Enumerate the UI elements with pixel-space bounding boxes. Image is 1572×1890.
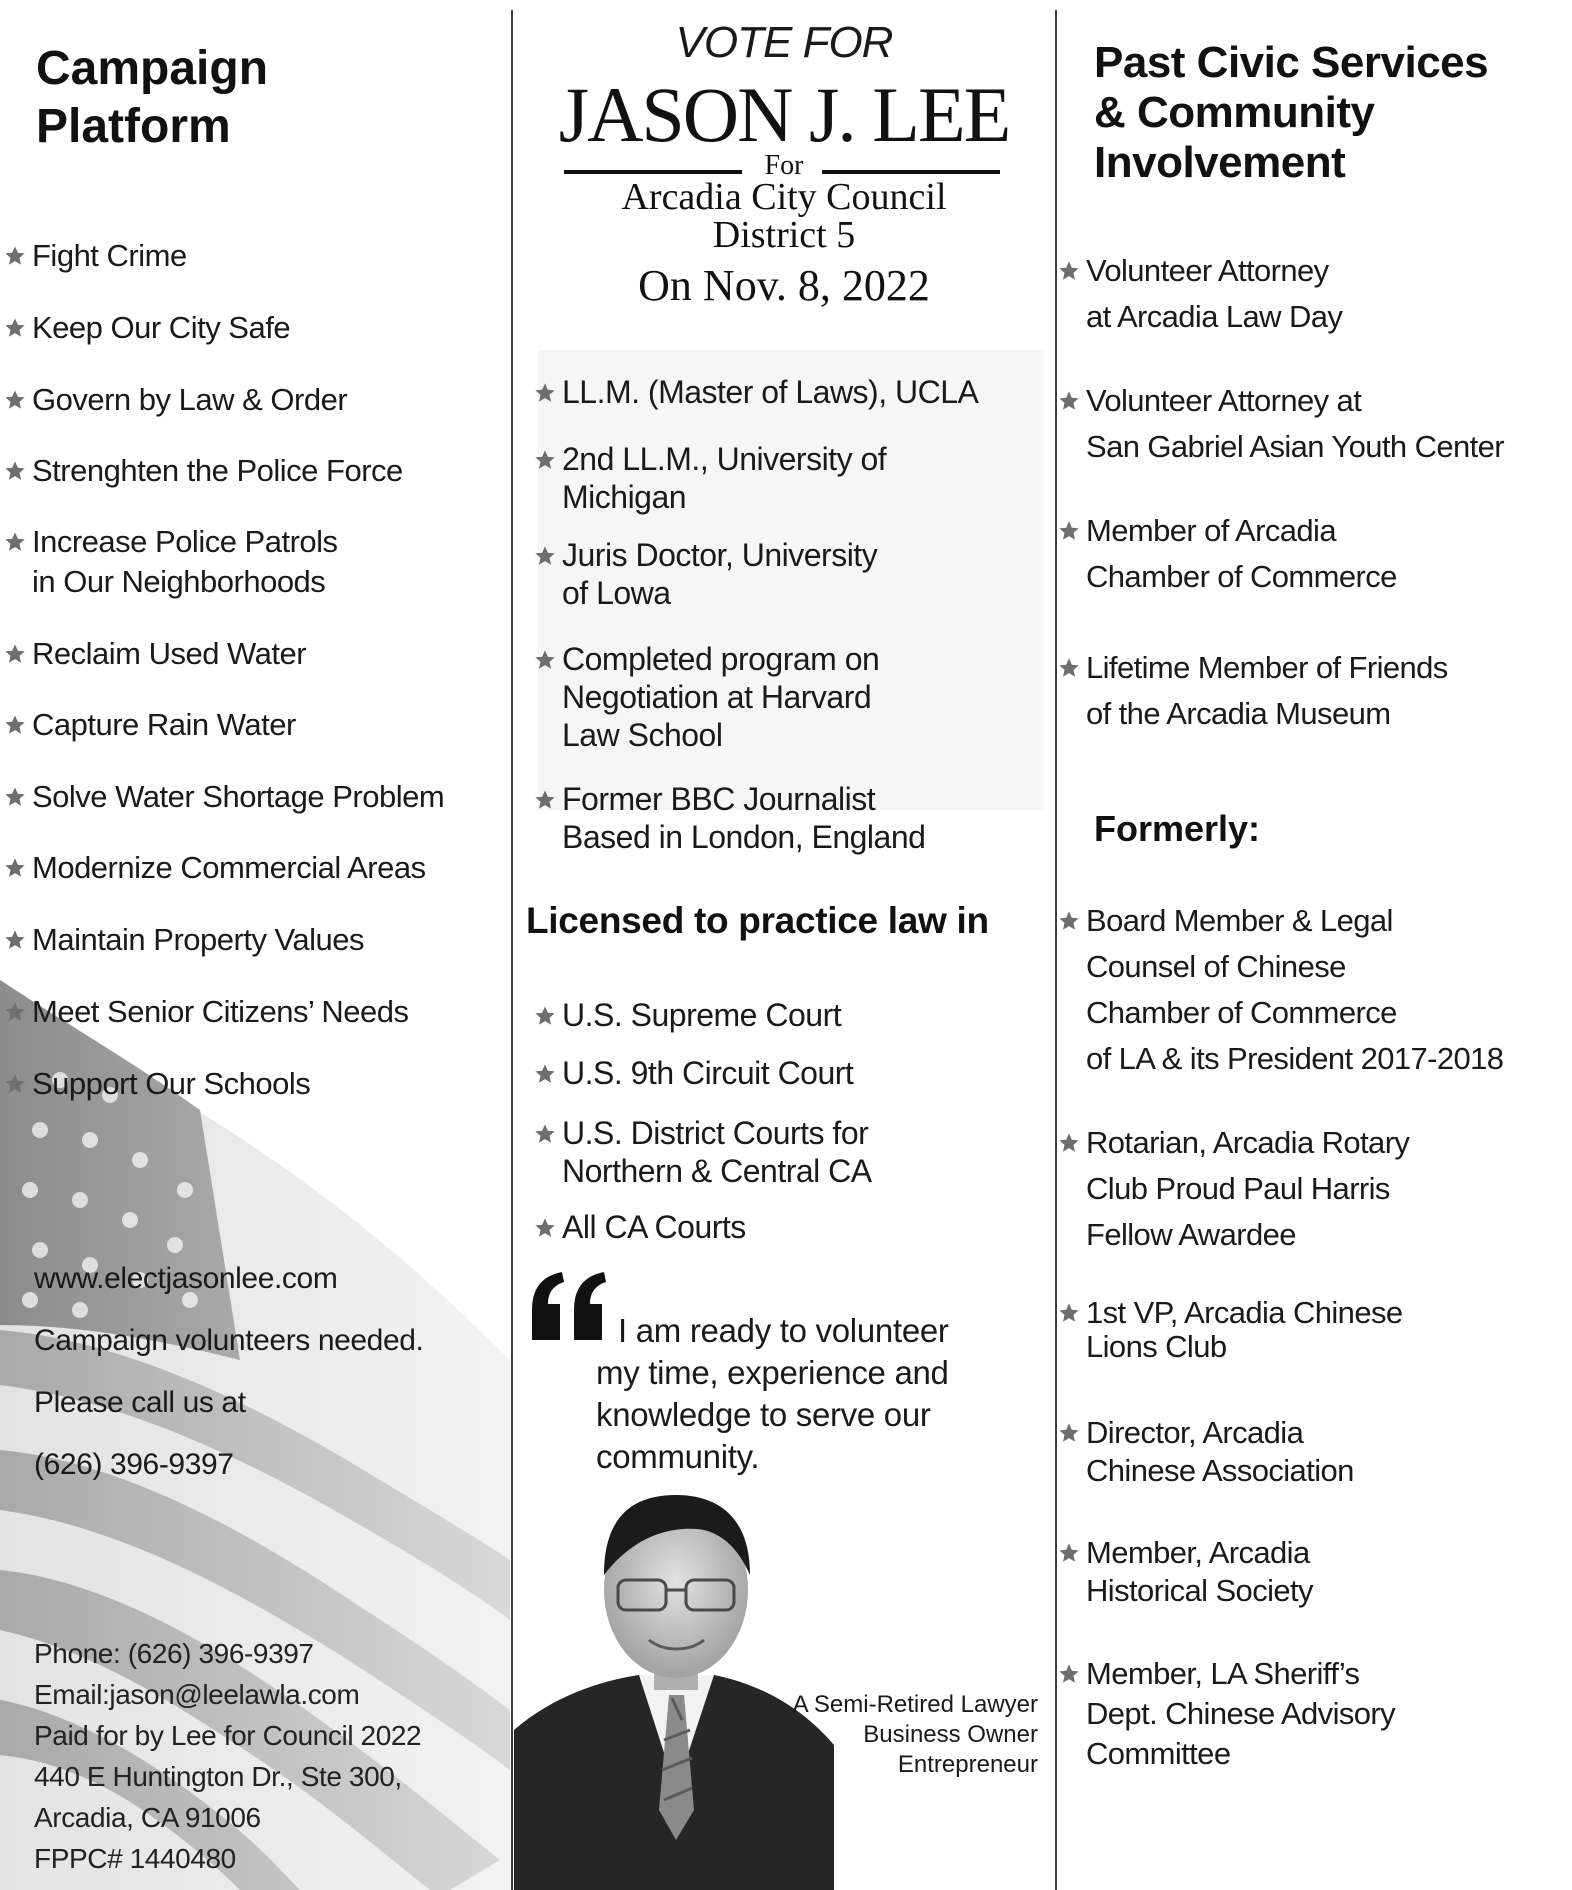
column-divider-left [511, 10, 513, 1890]
platform-item: Reclaim Used Water [4, 634, 306, 674]
paid-for-text: Paid for by Lee for Council 2022 [34, 1720, 422, 1751]
former-role-item: Director, Arcadia Chinese Association [1058, 1414, 1354, 1490]
former-role-item: 1st VP, Arcadia Chinese Lions Club [1058, 1296, 1403, 1364]
platform-item: Modernize Commercial Areas [4, 848, 426, 888]
star-icon [1058, 1663, 1080, 1685]
education-item: Juris Doctor, University of Lowa [534, 536, 877, 612]
star-icon [1058, 520, 1080, 542]
star-icon [534, 382, 556, 404]
star-icon [1058, 390, 1080, 412]
star-icon [4, 1073, 26, 1095]
star-icon [4, 389, 26, 411]
for-word: For [764, 150, 804, 181]
platform-item: Maintain Property Values [4, 920, 364, 960]
civic-services-column [1058, 0, 1572, 1890]
website-link[interactable]: www.electjasonlee.com [34, 1262, 338, 1295]
star-icon [4, 531, 26, 553]
star-icon [4, 317, 26, 339]
former-role-item: Board Member & Legal Counsel of Chinese Chamber of Commerce of LA & its President 2017-2018 [1058, 898, 1503, 1082]
service-item: Volunteer Attorney at San Gabriel Asian Youth Center [1058, 378, 1504, 470]
call-phone-number[interactable]: (626) 396-9397 [34, 1448, 234, 1481]
service-item: Lifetime Member of Friends of the Arcadia Museum [1058, 645, 1448, 737]
platform-item: Govern by Law & Order [4, 380, 347, 420]
star-icon [1058, 1542, 1080, 1564]
platform-item: Support Our Schools [4, 1064, 310, 1104]
campaign-platform-heading: Campaign Platform [36, 42, 269, 153]
address-line-2: Arcadia, CA 91006 [34, 1802, 261, 1833]
candidate-portrait [514, 1480, 834, 1890]
former-role-item: Member, Arcadia Historical Society [1058, 1534, 1313, 1610]
education-item: Completed program on Negotiation at Harvard Law School [534, 640, 879, 754]
star-icon [1058, 1132, 1080, 1154]
phone-text: Phone: (626) 396-9397 [34, 1638, 314, 1669]
star-icon [4, 786, 26, 808]
star-icon [1058, 910, 1080, 932]
candidate-quote: I am ready to volunteer my time, experience and knowledge to serve our community. [596, 1312, 949, 1475]
star-icon [534, 649, 556, 671]
star-icon [534, 789, 556, 811]
platform-item: Solve Water Shortage Problem [4, 777, 444, 817]
star-icon [4, 857, 26, 879]
star-icon [4, 460, 26, 482]
licensed-heading: Licensed to practice law in [526, 900, 989, 941]
court-item: U.S. District Courts for Northern & Central CA [534, 1114, 872, 1190]
star-icon [1058, 1302, 1080, 1324]
candidate-column [514, 0, 1054, 1890]
star-icon [4, 245, 26, 267]
civic-services-heading: Past Civic Services & Community Involvement [1094, 38, 1489, 187]
court-item: All CA Courts [534, 1208, 746, 1246]
formerly-heading: Formerly: [1094, 808, 1261, 849]
platform-item: Keep Our City Safe [4, 308, 290, 348]
star-icon [1058, 657, 1080, 679]
star-icon [534, 1063, 556, 1085]
candidate-name: JASON J. LEE [558, 71, 1010, 158]
star-icon [534, 1005, 556, 1027]
star-icon [1058, 1422, 1080, 1444]
american-flag-image [0, 980, 510, 1890]
platform-item: Capture Rain Water [4, 705, 296, 745]
service-item: Volunteer Attorney at Arcadia Law Day [1058, 248, 1342, 340]
platform-item: Strenghten the Police Force [4, 451, 403, 491]
service-item: Member of Arcadia Chamber of Commerce [1058, 508, 1397, 600]
star-icon [4, 643, 26, 665]
volunteers-needed-text: Campaign volunteers needed. [34, 1324, 424, 1357]
education-item: 2nd LL.M., University of Michigan [534, 440, 886, 516]
platform-item: Increase Police Patrols in Our Neighborhoods [4, 522, 338, 602]
email-link[interactable]: Email:jason@leelawla.com [34, 1679, 360, 1710]
star-icon [4, 929, 26, 951]
address-line-1: 440 E Huntington Dr., Ste 300, [34, 1761, 402, 1792]
education-item: LL.M. (Master of Laws), UCLA [534, 373, 978, 411]
fppc-number: FPPC# 1440480 [34, 1843, 236, 1874]
election-date: On Nov. 8, 2022 [638, 261, 930, 310]
column-divider-right [1055, 10, 1057, 1890]
court-item: U.S. 9th Circuit Court [534, 1054, 853, 1092]
candidate-caption: A Semi-Retired Lawyer Business Owner Entrepreneur [792, 1691, 1038, 1778]
campaign-platform-column [0, 0, 510, 1890]
platform-item: Meet Senior Citizens’ Needs [4, 992, 408, 1032]
office-title: Arcadia City Council District 5 [621, 176, 947, 256]
call-us-text: Please call us at [34, 1386, 246, 1419]
star-icon [534, 1123, 556, 1145]
star-icon [534, 449, 556, 471]
star-icon [1058, 260, 1080, 282]
platform-item: Fight Crime [4, 236, 187, 276]
former-role-item: Member, LA Sheriff’s Dept. Chinese Advisory Committee [1058, 1654, 1395, 1774]
star-icon [4, 1001, 26, 1023]
star-icon [534, 1217, 556, 1239]
star-icon [534, 545, 556, 567]
star-icon [4, 714, 26, 736]
former-role-item: Rotarian, Arcadia Rotary Club Proud Paul Harris Fellow Awardee [1058, 1120, 1409, 1258]
education-item: Former BBC Journalist Based in London, England [534, 780, 925, 856]
court-item: U.S. Supreme Court [534, 996, 841, 1034]
vote-for-heading: VOTE FOR [675, 18, 893, 67]
